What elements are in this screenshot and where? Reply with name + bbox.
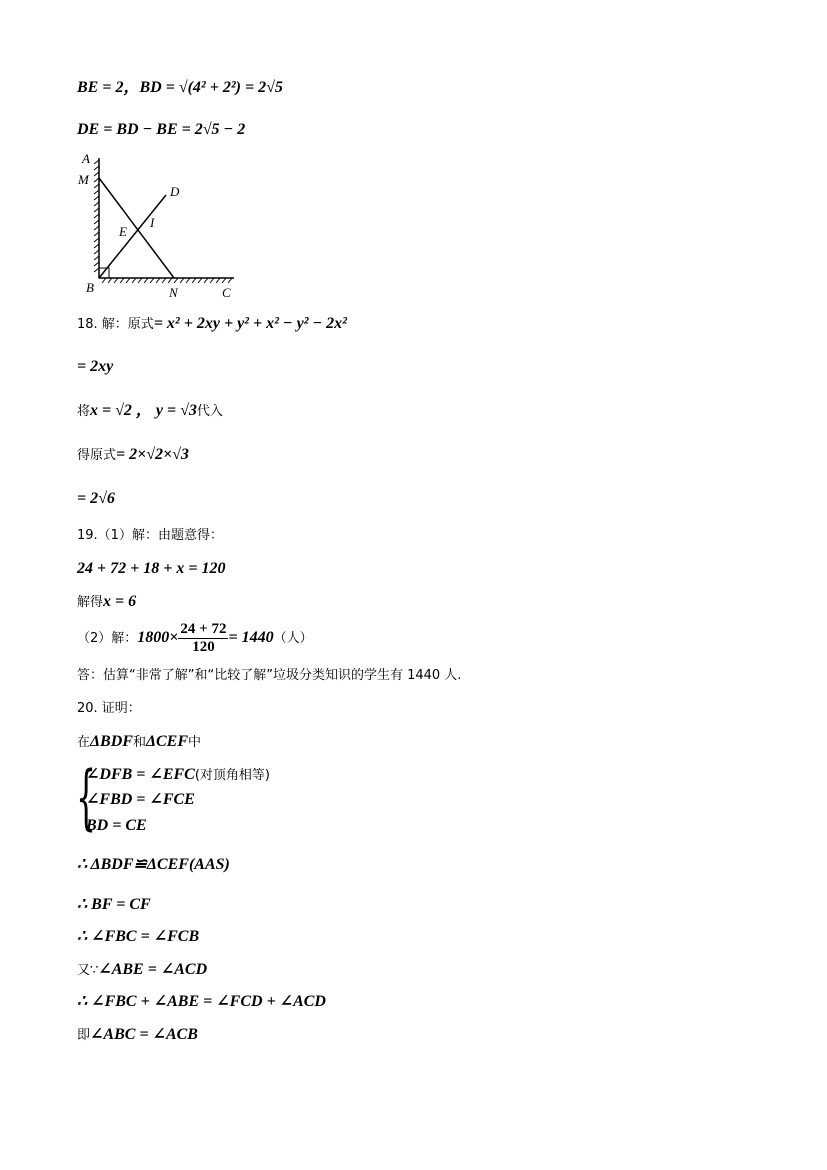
q18-expr: = x² + 2xy + y² + x² − y² − 2x² — [153, 315, 347, 332]
line-be-bd: BE = 2，BD = √(4² + 2²) = 2√5 — [77, 79, 283, 96]
label-a: A — [82, 151, 90, 166]
substitute-expr: x = √2 ， y = √3 — [90, 402, 197, 419]
system-note-1: (对顶角相等) — [194, 768, 270, 783]
substitute-suffix: 代入 — [196, 404, 223, 419]
line-2sqrt6: = 2√6 — [77, 490, 115, 507]
q19-part2-left: 1800× — [137, 629, 179, 646]
triangle-cef: ΔCEF — [145, 733, 189, 750]
q19-part2-right: = 1440 — [228, 629, 274, 646]
fraction-denominator: 120 — [192, 638, 215, 655]
triangles-line — [77, 733, 201, 752]
q19-part2 — [77, 618, 313, 658]
substitute-prefix: 将 — [77, 404, 91, 419]
fraction — [178, 621, 228, 656]
sum-angles-line: ∴ ∠FBC + ∠ABE = ∠FCD + ∠ACD — [77, 993, 326, 1010]
result-prefix: 得原式 — [77, 448, 117, 463]
triangle-bdf: ΔBDF — [90, 733, 133, 750]
bf-cf-line: ∴ BF = CF — [77, 896, 151, 913]
q18-prefix: 18. 解：原式 — [77, 317, 154, 332]
system-row-1 — [86, 766, 270, 785]
also-prefix: 又∵ — [77, 963, 99, 978]
q19-part1: 19.（1）解：由题意得： — [77, 528, 223, 543]
triangles-suffix: 中 — [188, 735, 202, 750]
result-line — [77, 446, 189, 465]
label-c: C — [222, 285, 231, 300]
label-n: N — [169, 285, 178, 300]
q18-line — [77, 315, 347, 334]
equation-sum: 24 + 72 + 18 + x = 120 — [77, 560, 226, 577]
system-eq-1: ∠DFB = ∠EFC — [86, 766, 195, 783]
also-line — [77, 961, 207, 980]
q19-part2-prefix: （2）解： — [77, 631, 138, 646]
label-m: M — [78, 172, 89, 187]
triangles-mid: 和 — [132, 735, 146, 750]
result-expr: = 2×√2×√3 — [116, 446, 189, 463]
q20-heading: 20. 证明： — [77, 701, 141, 716]
label-d: D — [170, 184, 180, 199]
segment-bd — [99, 195, 166, 278]
system-eq-3: BD = CE — [86, 817, 147, 834]
fraction-numerator: 24 + 72 — [180, 620, 227, 637]
solve-prefix: 解得 — [77, 595, 104, 610]
congruence-line: ∴ ΔBDF≌ΔCEF(AAS) — [77, 856, 230, 873]
label-b: B — [86, 280, 94, 295]
triangles-prefix: 在 — [77, 735, 91, 750]
label-i: I — [150, 215, 155, 230]
geometry-figure — [74, 150, 249, 302]
line-de: DE = BD − BE = 2√5 − 2 — [77, 121, 246, 138]
conclusion-line — [77, 1026, 198, 1045]
label-e: E — [119, 224, 127, 239]
substitute-line — [77, 402, 223, 421]
answer-line: 答：估算“非常了解”和“比较了解”垃圾分类知识的学生有 1440 人. — [77, 668, 462, 683]
solve-expr: x = 6 — [103, 593, 137, 610]
conclusion-expr: ∠ABC = ∠ACB — [90, 1026, 198, 1043]
also-expr: ∠ABE = ∠ACD — [98, 961, 208, 978]
system-eq-2: ∠FBD = ∠FCE — [86, 791, 195, 808]
system-brace: { — [76, 756, 97, 838]
angle-fbc-line: ∴ ∠FBC = ∠FCB — [77, 928, 200, 945]
q19-part2-unit: （人） — [273, 631, 313, 646]
line-2xy: = 2xy — [77, 358, 114, 375]
conclusion-prefix: 即 — [77, 1028, 91, 1043]
solve-line — [77, 593, 136, 612]
